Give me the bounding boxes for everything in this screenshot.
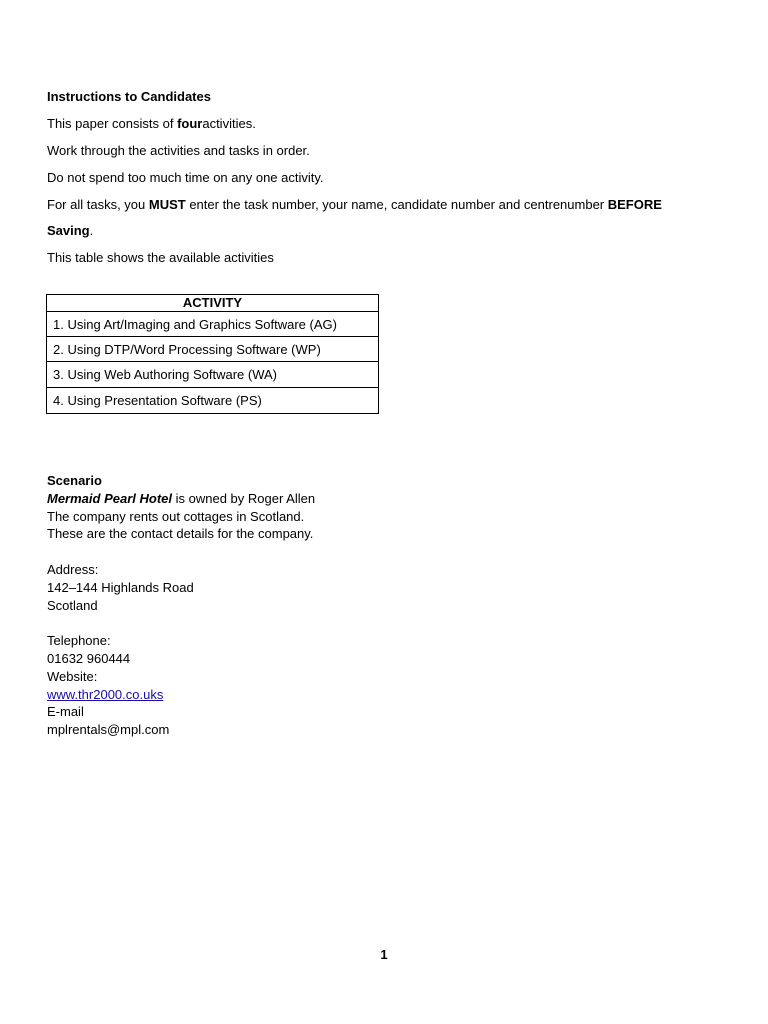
instructions-line-2: Work through the activities and tasks in order. — [47, 143, 310, 158]
table-header-activity: ACTIVITY — [47, 295, 379, 312]
line-1-pre: This paper consists of — [47, 116, 178, 131]
scenario-heading: Scenario — [47, 473, 102, 488]
scenario-section — [47, 472, 315, 739]
line-1-bold: four — [177, 116, 203, 131]
table-header-row — [47, 295, 379, 312]
activities-table — [46, 294, 379, 414]
instructions-line-6: This table shows the available activities — [47, 250, 274, 265]
line-5-bold-saving: Saving — [47, 223, 90, 238]
instructions-heading: Instructions to Candidates — [47, 89, 211, 104]
instructions-line-1 — [47, 116, 256, 132]
table-cell-activity-1: 1. Using Art/Imaging and Graphics Software (AG) — [47, 312, 379, 337]
instructions-line-5 — [47, 223, 93, 239]
scenario-owner-line — [47, 490, 315, 508]
blank-line — [47, 543, 315, 561]
email-address: mplrentals@mpl.com — [47, 722, 170, 738]
page-number: 1 — [380, 947, 388, 962]
table-row — [47, 337, 379, 362]
email-label: E-mail — [47, 704, 84, 720]
table-row — [47, 362, 379, 388]
address-line-1: 142–144 Highlands Road — [47, 579, 194, 595]
blank-line — [47, 614, 315, 632]
table-row — [47, 388, 379, 414]
line-1-post: activities. — [202, 116, 256, 131]
telephone-label: Telephone: — [47, 633, 111, 649]
table-row — [47, 312, 379, 337]
website-line — [47, 686, 315, 704]
address-label: Address: — [47, 561, 99, 577]
table-cell-activity-4: 4. Using Presentation Software (PS) — [47, 388, 379, 414]
owner-text: is owned by Roger Allen — [172, 490, 316, 506]
line-5-post: . — [89, 223, 94, 238]
instructions-line-3: Do not spend too much time on any one activity. — [47, 170, 324, 185]
website-label: Website: — [47, 668, 98, 684]
hotel-name: Mermaid Pearl Hotel — [47, 490, 172, 506]
line-4-bold-must: MUST — [148, 197, 186, 212]
telephone-number: 01632 960444 — [47, 650, 131, 666]
line-4-mid: enter the task number, your name, candidate number and centrenumber — [185, 197, 608, 212]
scenario-line-3: These are the contact details for the company. — [47, 526, 314, 542]
website-link[interactable]: www.thr2000.co.uks — [47, 686, 164, 702]
table-cell-activity-2: 2. Using DTP/Word Processing Software (WP) — [47, 337, 379, 362]
line-4-pre: For all tasks, you — [47, 197, 149, 212]
table-cell-activity-3: 3. Using Web Authoring Software (WA) — [47, 362, 379, 388]
line-4-bold-before: BEFORE — [607, 197, 662, 212]
instructions-line-4 — [47, 197, 662, 213]
scenario-line-2: The company rents out cottages in Scotland. — [47, 508, 305, 524]
address-line-2: Scotland — [47, 597, 98, 613]
